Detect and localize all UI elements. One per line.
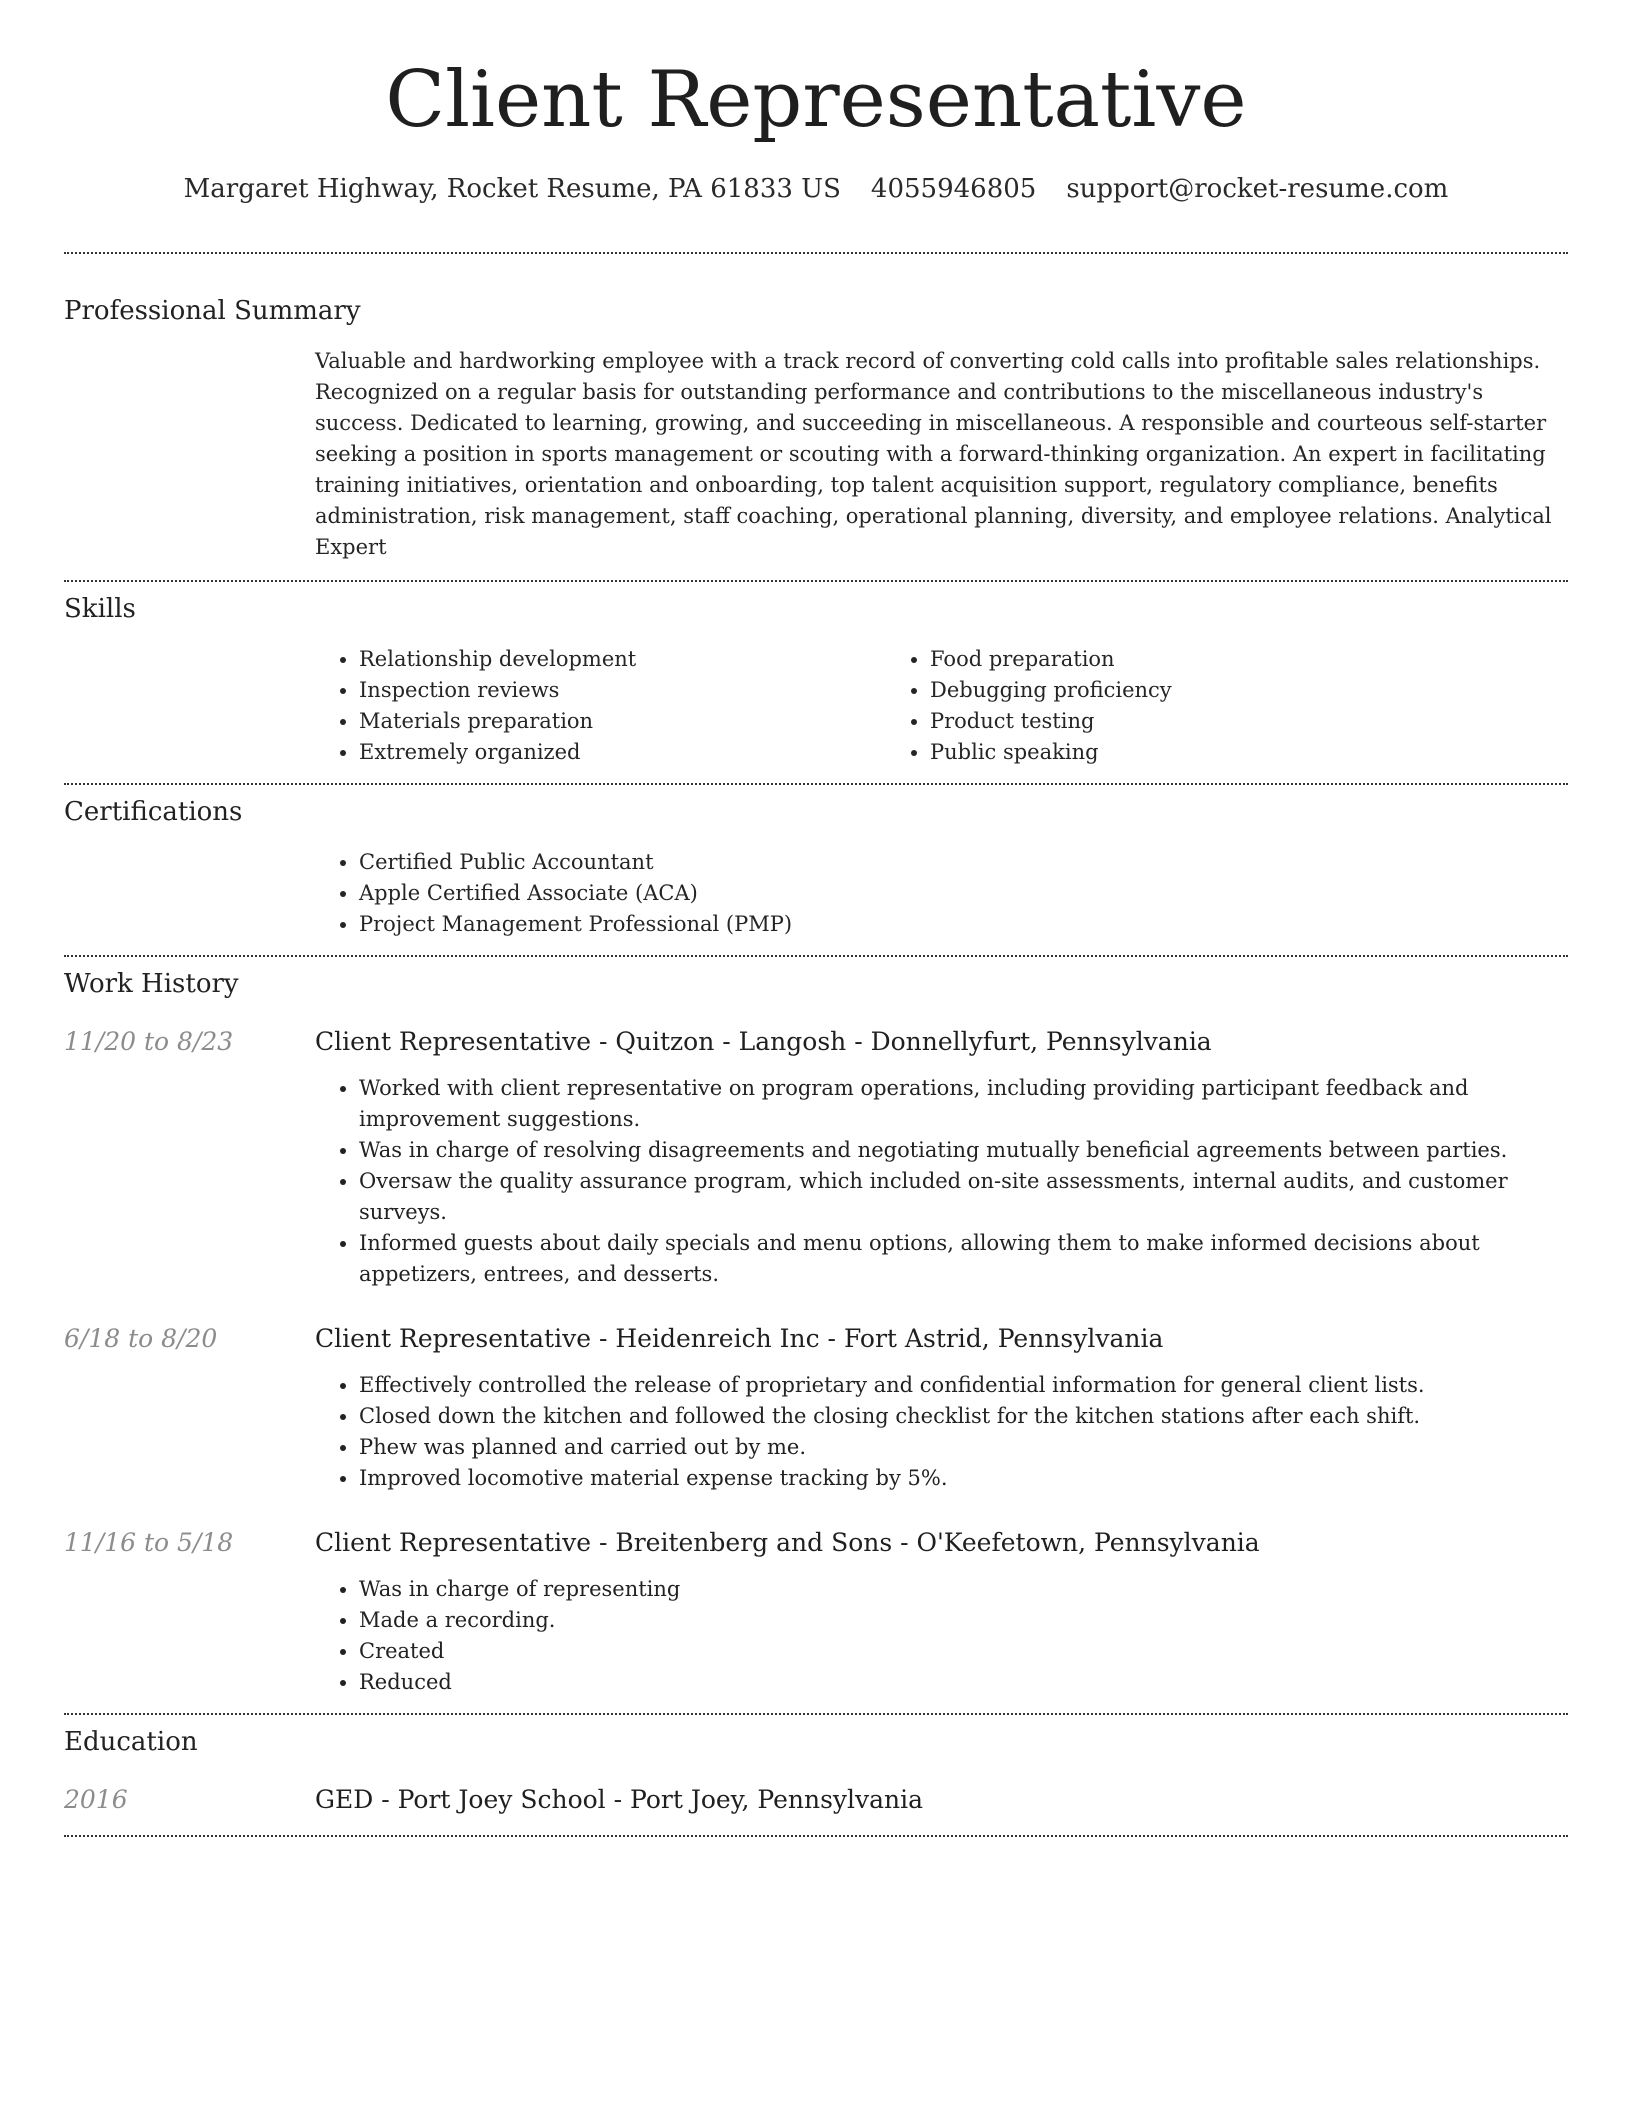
education-heading: GED - Port Joey School - Port Joey, Pennsylvania bbox=[315, 1785, 924, 1814]
job-heading: Client Representative - Quitzon - Langosh - Donnellyfurt, Pennsylvania bbox=[315, 1027, 1212, 1056]
summary-section bbox=[64, 294, 1568, 563]
job-bullets bbox=[315, 1370, 1568, 1494]
job-heading: Client Representative - Breitenberg and Sons - O'Keefetown, Pennsylvania bbox=[315, 1528, 1260, 1557]
education-section bbox=[64, 1725, 1568, 1817]
list-item: • Debugging proficiency bbox=[930, 675, 1457, 706]
job-dates: 11/16 to 5/18 bbox=[64, 1528, 234, 1557]
job-entry bbox=[64, 1025, 1568, 1290]
certifications-content bbox=[315, 847, 1568, 940]
certifications-section bbox=[64, 795, 1568, 940]
list-item: • Reduced bbox=[359, 1667, 1568, 1698]
list-item: • Phew was planned and carried out by me. bbox=[359, 1432, 1568, 1463]
list-item: • Oversaw the quality assurance program, which included on-site assessments, internal audits, and customer surveys. bbox=[359, 1166, 1568, 1228]
list-item: • Project Management Professional (PMP) bbox=[359, 909, 1568, 940]
summary-text: Valuable and hardworking employee with a track record of converting cold calls into profitable sales relationships. Recognized on a regular basis for outstanding performance and contributions to the miscellaneous industry's success. Dedicated to learning, growing, and succeeding in miscellaneous. A responsible and courteous self-starter seeking a position in sports management or scouting with a forward-thinking organization. An expert in facilitating training initiatives, orientation and onboarding, top talent acquisition support, regulatory compliance, benefits administration, risk management, staff coaching, operational planning, diversity, and employee relations. Analytical Expert bbox=[315, 349, 1552, 559]
skills-list-left bbox=[315, 644, 886, 768]
job-bullets bbox=[315, 1073, 1568, 1290]
education-entry bbox=[64, 1783, 1568, 1817]
job-dates: 6/18 to 8/20 bbox=[64, 1324, 218, 1353]
contact-address: Margaret Highway, Rocket Resume, PA 61833 US bbox=[183, 174, 841, 204]
list-item: • Effectively controlled the release of proprietary and confidential information for general client lists. bbox=[359, 1370, 1568, 1401]
list-item: • Food preparation bbox=[930, 644, 1457, 675]
section-divider bbox=[64, 1835, 1568, 1837]
education-dates: 2016 bbox=[64, 1785, 128, 1814]
list-item: • Worked with client representative on program operations, including providing participant feedback and improvement suggestions. bbox=[359, 1073, 1568, 1135]
work-history-section bbox=[64, 967, 1568, 1698]
job-entry bbox=[64, 1322, 1568, 1494]
list-item: • Materials preparation bbox=[359, 706, 886, 737]
job-header bbox=[64, 1526, 1568, 1560]
certifications-list bbox=[315, 847, 1568, 940]
section-divider bbox=[64, 955, 1568, 957]
job-header bbox=[64, 1025, 1568, 1059]
list-item: • Apple Certified Associate (ACA) bbox=[359, 878, 1568, 909]
contact-email: support@rocket-resume.com bbox=[1066, 174, 1449, 204]
education-header bbox=[64, 1783, 1568, 1817]
list-item: • Closed down the kitchen and followed the closing checklist for the kitchen stations after each shift. bbox=[359, 1401, 1568, 1432]
contact-line bbox=[64, 172, 1568, 206]
resume-page bbox=[64, 0, 1568, 1837]
job-entry bbox=[64, 1526, 1568, 1698]
skills-list-right bbox=[886, 644, 1457, 768]
summary-title: Professional Summary bbox=[64, 296, 361, 326]
job-dates: 11/20 to 8/23 bbox=[64, 1027, 234, 1056]
contact-phone: 4055946805 bbox=[870, 174, 1037, 204]
job-header bbox=[64, 1322, 1568, 1356]
list-item: • Extremely organized bbox=[359, 737, 886, 768]
summary-content bbox=[315, 346, 1568, 563]
list-item: • Public speaking bbox=[930, 737, 1457, 768]
list-item: • Was in charge of representing bbox=[359, 1574, 1568, 1605]
list-item: • Inspection reviews bbox=[359, 675, 886, 706]
job-heading: Client Representative - Heidenreich Inc - Fort Astrid, Pennsylvania bbox=[315, 1324, 1164, 1353]
list-item: • Was in charge of resolving disagreements and negotiating mutually beneficial agreements between parties. bbox=[359, 1135, 1568, 1166]
education-title: Education bbox=[64, 1727, 198, 1757]
work-history-title: Work History bbox=[64, 969, 239, 999]
section-divider bbox=[64, 783, 1568, 785]
certifications-title: Certifications bbox=[64, 797, 243, 827]
section-divider bbox=[64, 1713, 1568, 1715]
list-item: • Made a recording. bbox=[359, 1605, 1568, 1636]
section-divider bbox=[64, 252, 1568, 254]
list-item: • Created bbox=[359, 1636, 1568, 1667]
list-item: • Improved locomotive material expense tracking by 5%. bbox=[359, 1463, 1568, 1494]
list-item: • Relationship development bbox=[359, 644, 886, 675]
skills-grid bbox=[315, 644, 1568, 768]
skills-section bbox=[64, 592, 1568, 768]
skills-title: Skills bbox=[64, 594, 136, 624]
resume-name: Client Representative bbox=[385, 55, 1247, 145]
job-bullets bbox=[315, 1574, 1568, 1698]
list-item: • Informed guests about daily specials and menu options, allowing them to make informed decisions about appetizers, entrees, and desserts. bbox=[359, 1228, 1568, 1290]
list-item: • Product testing bbox=[930, 706, 1457, 737]
section-divider bbox=[64, 580, 1568, 582]
list-item: • Certified Public Accountant bbox=[359, 847, 1568, 878]
